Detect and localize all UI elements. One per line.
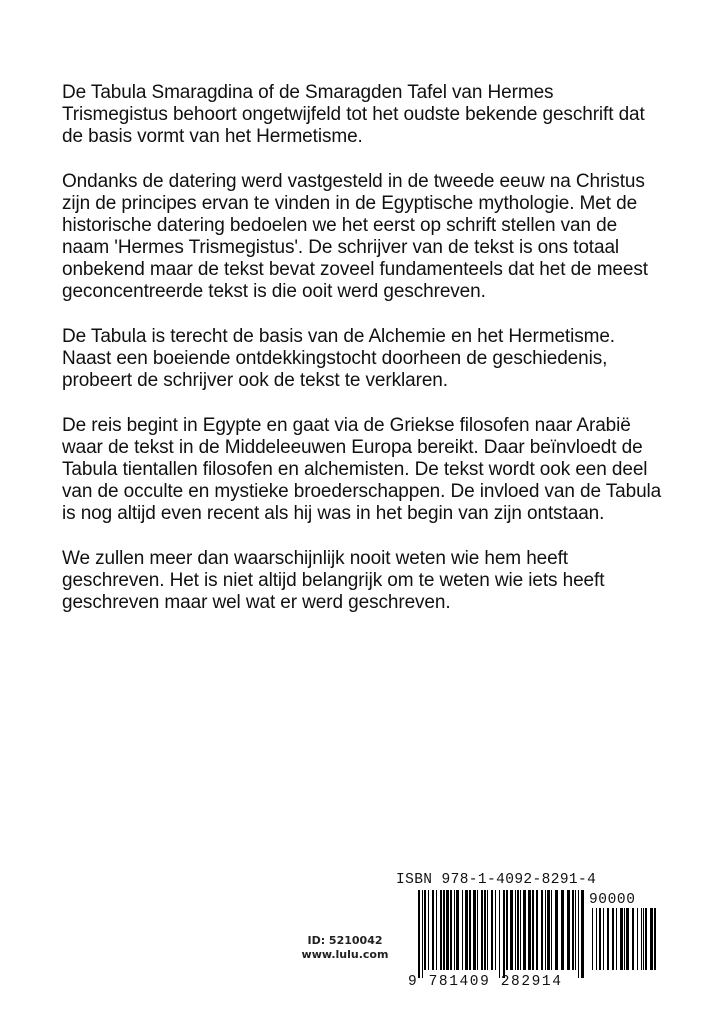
barcode-bar	[465, 890, 468, 970]
barcode-bar	[620, 908, 623, 970]
barcode-bar	[495, 890, 496, 970]
barcode-bar	[491, 890, 493, 970]
barcode-bar	[418, 890, 420, 978]
barcode-bar	[567, 890, 570, 970]
barcode-bar	[481, 890, 483, 970]
barcode-bar	[641, 908, 642, 970]
paragraph-1: De Tabula Smaragdina of de Smaragden Tafel van Hermes Trismegistus behoort ongetwijfeld tot het oudste bekende geschrift dat de basis vormt van het Hermetisme.	[62, 82, 645, 147]
barcode-bar	[541, 890, 543, 970]
addon-digits: 90000	[589, 892, 636, 908]
barcode-bar	[510, 890, 513, 970]
barcode-bar	[428, 890, 429, 970]
barcode-bar	[607, 908, 609, 970]
publisher-url: www.lulu.com	[301, 948, 389, 961]
barcode-bar	[503, 890, 505, 978]
description-text	[62, 82, 662, 637]
barcode-bar	[484, 890, 486, 970]
publisher-id: ID: 5210042	[307, 934, 383, 947]
barcode-bar	[532, 890, 534, 970]
barcode-bar	[536, 890, 538, 970]
barcode-bar	[616, 908, 617, 970]
barcode-bar	[440, 890, 442, 970]
barcode-bar	[528, 890, 531, 970]
barcode-bar	[612, 908, 614, 970]
barcode-bar	[581, 890, 584, 978]
paragraph-4: De reis begint in Egypte en gaat via de Griekse filosofen naar Arabië waar de tekst in de Middeleeuwen Europa bereikt. Daar beïnvloedt de Tabula tientallen filosofen en alchemisten. De tekst wordt ook een deel van de occulte en mystieke broederschappen. De invloed van de Tabula is nog altijd even recent als hij was in het begin van zijn ontstaan.	[62, 415, 662, 524]
paragraph-3: De Tabula is terecht de basis van de Alchemie en het Hermetisme. Naast een boeiende ontdekkingstocht doorheen de geschiedenis, probeert de schrijver ook de tekst te verklaren.	[62, 326, 615, 391]
paragraph-5: We zullen meer dan waarschijnlijk nooit weten wie hem heeft geschreven. Het is niet altijd belangrijk om te weten wie iets heeft geschreven maar wel wat er werd geschreven.	[62, 548, 605, 613]
barcode-bar	[432, 890, 434, 970]
barcode-bar	[603, 908, 604, 970]
barcode-bar	[454, 890, 455, 970]
barcode-bar	[599, 908, 601, 970]
barcode-bar	[650, 908, 653, 970]
barcode-bar	[626, 908, 629, 970]
barcode-bar	[446, 890, 449, 970]
barcode-bar	[462, 890, 463, 970]
barcode-bar	[637, 908, 638, 970]
barcode-bar	[555, 890, 558, 970]
paragraph-2: Ondanks de datering werd vastgesteld in de tweede eeuw na Christus zijn de principes ervan te vinden in de Egyptische mythologie. Met de historische datering bedoelen we het eerst op schrift stellen van de naam 'Hermes Trismegistus'. De schrijver van de tekst is ons totaal onbekend maar de tekst bevat zoveel fundamenteels dat het de meest geconcentreerde tekst is die ooit werd geschreven.	[62, 171, 648, 302]
barcode-bar	[551, 890, 552, 970]
barcode-bar	[469, 890, 471, 970]
barcode-bar	[436, 890, 437, 970]
barcode-bar	[499, 890, 500, 978]
barcode-bar	[520, 890, 521, 970]
barcode-bar	[443, 890, 445, 970]
barcode-bar	[515, 890, 516, 970]
barcode-bar	[450, 890, 452, 970]
barcode-bar	[487, 890, 488, 970]
barcode-bar	[506, 890, 508, 970]
barcode-bar	[456, 890, 459, 970]
barcode-bar	[596, 908, 597, 970]
ean-digits: 9 781409 282914	[408, 974, 563, 990]
barcode-icon	[400, 890, 662, 986]
barcode-bar	[561, 890, 564, 970]
barcode-bar	[654, 908, 656, 970]
barcode-bar	[545, 890, 546, 970]
isbn-label: ISBN 978-1-4092-8291-4	[396, 872, 597, 888]
barcode-bar	[645, 908, 647, 970]
barcode-bar	[592, 908, 593, 970]
barcode-bar	[572, 890, 574, 970]
barcode-bar	[523, 890, 526, 970]
barcode-bar	[424, 890, 426, 970]
barcode-bar	[624, 908, 625, 970]
barcode-bar	[578, 890, 579, 978]
barcode-bar	[477, 890, 478, 970]
barcode-bar	[422, 890, 423, 978]
publisher-label	[299, 934, 391, 962]
barcode-bar	[643, 908, 644, 970]
barcode-bar	[473, 890, 476, 970]
barcode-bar	[632, 908, 634, 970]
barcode-bar	[547, 890, 550, 970]
barcode-bar	[575, 890, 576, 970]
barcode-bar	[517, 890, 519, 970]
